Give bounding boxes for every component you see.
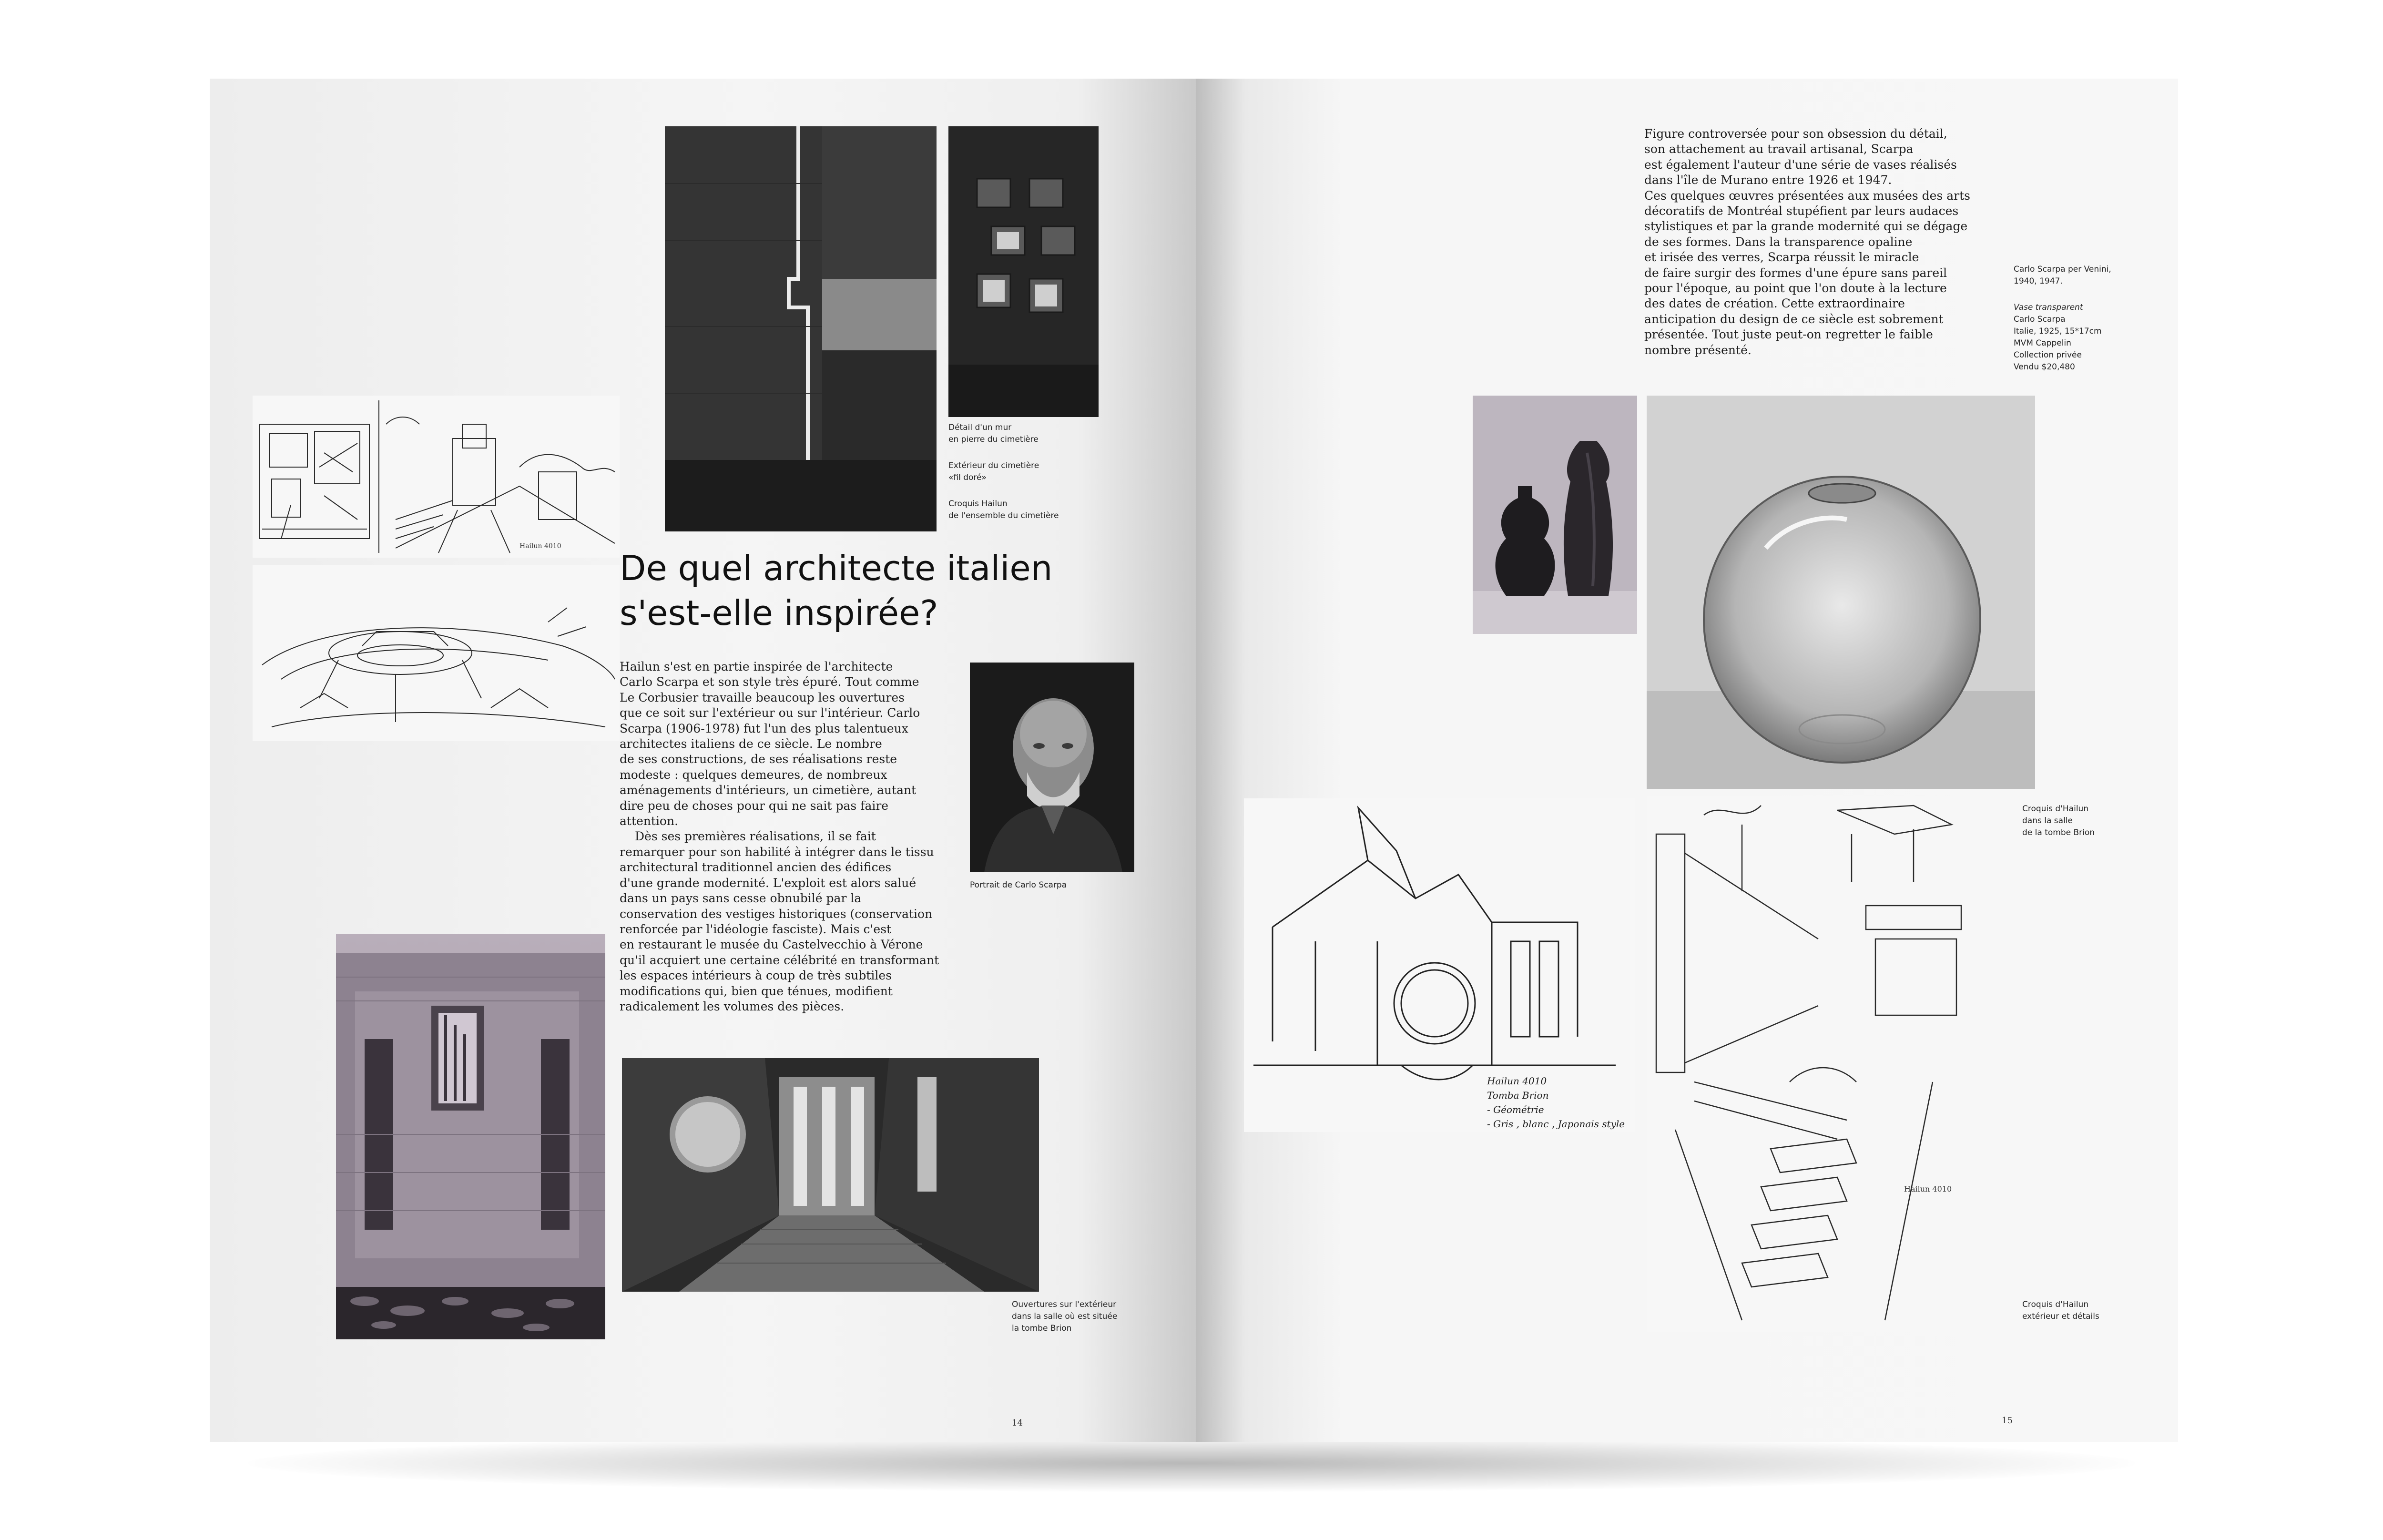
scarpa-portrait-photo [970, 663, 1134, 872]
body-line: est également l'auteur d'une série de vases réalisés [1644, 157, 1957, 172]
body-line: des dates de création. Cette extraordinaire [1644, 296, 1905, 311]
body-line: décoratifs de Montréal stupéfient par leurs audaces [1644, 204, 1959, 218]
body-line: Le Corbusier travaille beaucoup les ouvertures [620, 690, 905, 704]
body-line: attention. [620, 814, 679, 828]
caption-line: Italie, 1925, 15*17cm [2014, 326, 2102, 336]
body-line: remarquer pour son habilité à intégrer dans le tissu [620, 845, 934, 859]
caption-line: Collection privée [2014, 350, 2082, 360]
caption-sketch-room [2022, 803, 2095, 839]
caption-portrait [970, 879, 1067, 891]
right-page [1196, 79, 2178, 1442]
cemetery-windows-photo [948, 126, 1099, 417]
body-line: renforcée par l'idéologie fasciste). Mais c'est [620, 922, 892, 936]
caption-line: Ouvertures sur l'extérieur [1012, 1300, 1117, 1309]
caption-line: de l'ensemble du cimetière [948, 511, 1059, 520]
heading-line-1: De quel architecte italien [620, 548, 1053, 588]
body-line: présentée. Tout juste peut-on regretter le faible [1644, 327, 1933, 342]
caption-line: Carlo Scarpa per Venini, [2014, 265, 2111, 274]
body-line: d'une grande modernité. L'exploit est alors salué [620, 876, 917, 890]
body-line: modifications qui, bien que ténues, modifient [620, 984, 893, 998]
right-body-text [1644, 126, 1970, 358]
body-line: Figure controversée pour son obsession du détail, [1644, 127, 1947, 141]
caption-vase-title: Vase transparent [2014, 303, 2083, 312]
brion-exterior-photo [336, 934, 605, 1339]
pavilion-sketch [1244, 798, 1635, 1132]
page-heading [620, 546, 1052, 635]
exterior-stairs-sketch [1647, 796, 1985, 1332]
caption-line: en pierre du cimetière [948, 435, 1039, 444]
body-line: architectes italiens de ce siècle. Le nombre [620, 737, 882, 751]
body-line: aménagements d'intérieurs, un cimetière, autant [620, 783, 917, 797]
body-line: Carlo Scarpa et son style très épuré. Tout comme [620, 675, 919, 689]
venini-vases-photo [1473, 396, 1637, 634]
caption-line: de la tombe Brion [2022, 828, 2095, 837]
caption-line: Vendu $20,480 [2014, 362, 2075, 372]
caption-line: Portrait de Carlo Scarpa [970, 880, 1067, 890]
page-number-right: 15 [2002, 1416, 2013, 1426]
body-line: Hailun s'est en partie inspirée de l'architecte [620, 660, 893, 673]
caption-line: Extérieur du cimetière [948, 461, 1039, 470]
body-line: en restaurant le musée du Castelvecchio à Vérone [620, 938, 923, 952]
sketch-note: Tomba Brion [1487, 1090, 1549, 1101]
brion-interior-photo [622, 1058, 1039, 1292]
body-line: Scarpa (1906-1978) fut l'un des plus talentueux [620, 721, 908, 735]
body-line: et irisée des verres, Scarpa réussit le miracle [1644, 250, 1919, 265]
body-line: de ses constructions, de ses réalisations reste [620, 752, 897, 766]
body-line: Ces quelques œuvres présentées aux musées des arts [1644, 188, 1970, 203]
caption-venini [2014, 264, 2111, 287]
caption-line: «fil doré» [948, 473, 987, 482]
sketch-note-title: Hailun 4010 [1487, 1075, 1547, 1087]
body-line: modeste : quelques demeures, de nombreux [620, 767, 887, 782]
sketch-note: - Géométrie [1487, 1104, 1544, 1115]
caption-line: MVM Cappelin [2014, 338, 2071, 348]
body-line: pour l'époque, au point que l'on doute à la lecture [1644, 281, 1947, 296]
cemetery-wall-photo [665, 126, 937, 531]
caption-line: extérieur et détails [2022, 1312, 2099, 1321]
body-line: architectural traditionnel ancien des édifices [620, 860, 892, 875]
caption-line: Détail d'un mur [948, 423, 1012, 432]
sketch-note: - Gris , blanc , Japonais style [1487, 1118, 1625, 1130]
caption-sketch-cemetery [948, 498, 1059, 522]
glass-vase-photo [1647, 396, 2035, 789]
page-number-left: 14 [1012, 1418, 1023, 1428]
caption-line: 1940, 1947. [2014, 276, 2063, 286]
magazine-shadow [248, 1435, 2135, 1492]
sketch-signature-left: Hailun 4010 [519, 542, 561, 550]
body-line: stylistiques et par la grande modernité qui se dégage [1644, 219, 1968, 234]
body-line: Dès ses premières réalisations, il se fait [635, 829, 876, 844]
caption-cemetery-exterior [948, 460, 1039, 484]
caption-line: Croquis d'Hailun [2022, 1300, 2089, 1309]
body-line: que ce soit sur l'extérieur ou sur l'intérieur. Carlo [620, 706, 920, 720]
left-body-text [620, 659, 939, 1014]
caption-line: la tombe Brion [1012, 1324, 1072, 1333]
body-line: nombre présenté. [1644, 343, 1752, 357]
caption-line: Croquis d'Hailun [2022, 804, 2089, 814]
body-line: dans un pays sans cesse obnubilé par la [620, 891, 862, 906]
caption-sketch-exterior [2022, 1299, 2099, 1323]
caption-line: dans la salle [2022, 816, 2073, 826]
body-line: les espaces intérieurs à coup de très subtiles [620, 969, 892, 983]
body-line: de ses formes. Dans la transparence opaline [1644, 235, 1913, 249]
body-line: dans l'île de Murano entre 1926 et 1947. [1644, 173, 1892, 187]
cemetery-plan-sketch [253, 396, 620, 558]
body-line: dire peu de choses pour qui ne sait pas faire [620, 798, 889, 813]
caption-line: Carlo Scarpa [2014, 315, 2066, 324]
cemetery-aerial-sketch [253, 565, 620, 741]
caption-vase [2014, 302, 2102, 373]
heading-line-2: s'est-elle inspirée? [620, 593, 938, 633]
body-line: radicalement les volumes des pièces. [620, 999, 845, 1013]
body-line: qu'il acquiert une certaine célébrité en transformant [620, 953, 939, 967]
body-line: anticipation du design de ce siècle est sobrement [1644, 312, 1944, 326]
sketch-signature-right: Hailun 4010 [1904, 1184, 1952, 1193]
left-page [210, 79, 1196, 1442]
caption-line: Croquis Hailun [948, 499, 1008, 509]
body-line: de faire surgir des formes d'une épure sans pareil [1644, 265, 1947, 280]
caption-openings [1012, 1299, 1117, 1335]
caption-wall-detail [948, 422, 1039, 446]
caption-line: dans la salle où est située [1012, 1312, 1118, 1321]
body-line: son attachement au travail artisanal, Scarpa [1644, 142, 1914, 156]
body-line: conservation des vestiges historiques (conservation [620, 907, 933, 921]
